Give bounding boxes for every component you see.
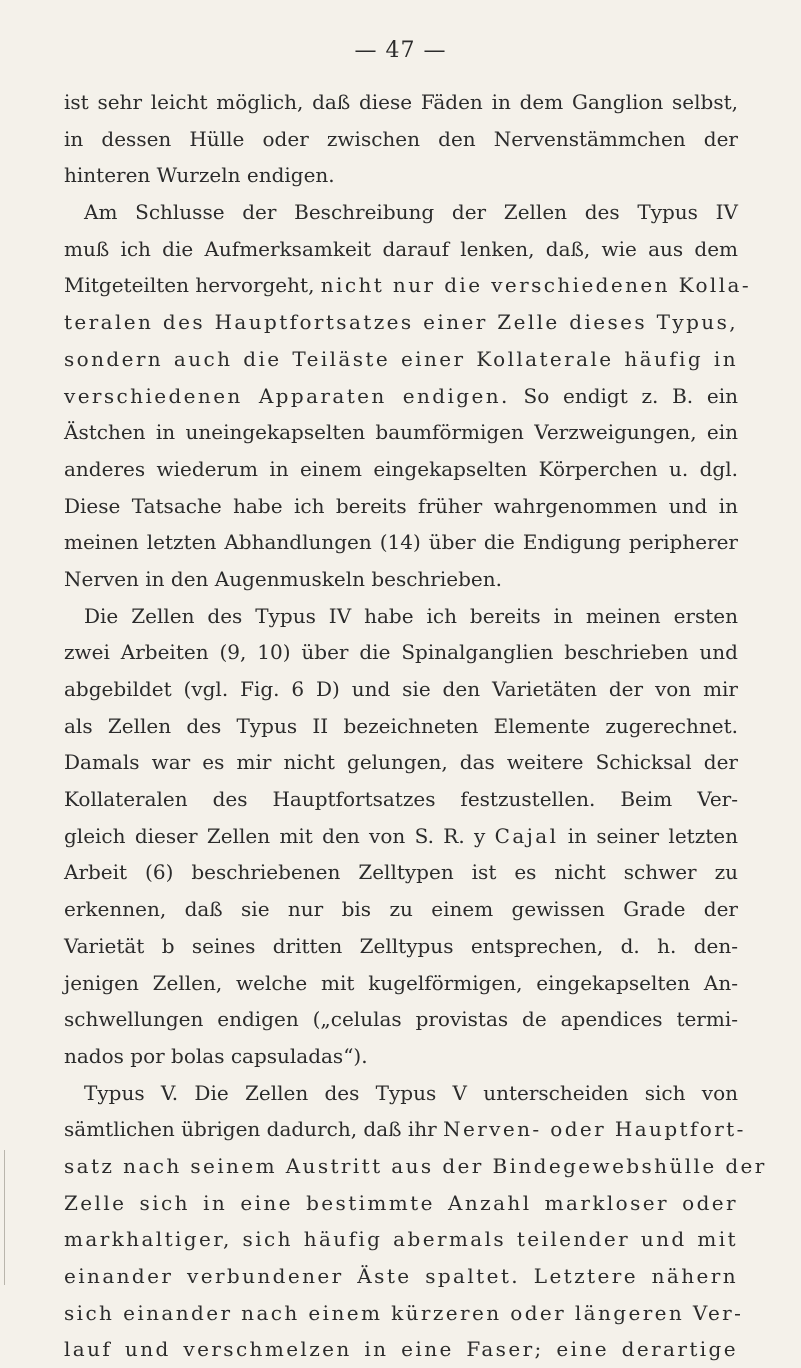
text-segment: Ästchen in uneingekapselten baumförmigen Verzweigungen, ein [64,420,738,445]
text-line [64,1258,738,1295]
text-line [64,378,738,415]
emphasis-text: markhaltiger, sich häufig abermals teilender und mit [64,1227,738,1252]
text-segment: ist sehr leicht möglich, daß diese Fäden in dem Ganglion selbst, [64,90,738,114]
text-line [64,1038,738,1075]
text-line [64,1001,738,1038]
body-text [64,84,767,1368]
text-segment: sämtlichen übrigen dadurch, daß ihr [64,1117,444,1142]
text-line [64,818,738,855]
text-segment: Am Schlusse der Beschreibung der Zellen des Typus IV [84,200,738,225]
emphasis-text: verschiedenen Apparaten endigen. [64,383,510,408]
text-line [64,854,738,891]
text-segment: muß ich die Aufmerksamkeit darauf lenken, daß, wie aus dem [64,236,738,261]
text-segment: Mitgeteilten hervorgeht, [64,273,321,298]
text-line [64,304,738,341]
text-segment: So endigt z. B. ein [509,383,738,408]
text-line [64,1075,738,1112]
author-name: Cajal [494,823,559,848]
emphasis-text: nicht nur die verschiedenen Kolla- [320,273,751,298]
text-segment: anderes wiederum in einem eingekapselten Körperchen u. dgl. [64,456,738,481]
text-line [64,194,738,231]
text-segment: gleich dieser Zellen mit den von S. R. y [64,823,495,848]
text-line [64,451,738,488]
text-line [64,1295,744,1332]
text-line [64,1148,767,1185]
emphasis-text: Zelle sich in eine bestimmte Anzahl markloser oder [64,1190,738,1215]
text-line [64,965,738,1002]
text-line [64,1331,738,1368]
text-line [64,1221,738,1258]
text-segment: Damals war es mir nicht gelungen, das weitere Schicksal der [64,750,738,775]
text-segment: als Zellen des Typus II bezeichneten Elemente zugerechnet. [64,713,738,738]
text-line [64,634,738,671]
text-line [64,744,738,781]
text-line [64,267,751,304]
emphasis-text: Nerven- oder Hauptfort- [443,1117,746,1142]
text-line [64,414,738,451]
text-line [64,928,738,965]
text-segment: in dessen Hülle oder zwischen den Nervenstämmchen der [64,126,738,151]
text-line [64,488,738,525]
emphasis-text: Letztere nähern [520,1264,739,1288]
text-segment: Kollateralen des Hauptfortsatzes festzustellen. Beim Ver- [64,787,738,812]
text-line [64,1111,746,1148]
text-segment: zwei Arbeiten (9, 10) über die Spinalganglien beschrieben und [64,640,738,665]
text-line [64,121,738,158]
page-edge-mark [4,1150,5,1285]
text-line [64,561,738,598]
text-segment: schwellungen endigen („celulas provistas de apendices termi- [64,1007,738,1032]
text-segment: abgebildet (vgl. Fig. 6 D) und sie den Varietäten der von mir [64,677,738,701]
text-segment: Nerven in den Augenmuskeln beschrieben. [64,566,502,591]
text-line [64,157,738,194]
text-segment: erkennen, daß sie nur bis zu einem gewissen Grade der [64,897,738,922]
emphasis-text: teralen des Hauptfortsatzes einer Zelle dieses Typus, [64,310,738,335]
text-line [64,598,738,635]
text-segment: Diese Tatsache habe ich bereits früher wahrgenommen und in [64,493,738,518]
text-line [64,671,738,708]
emphasis-text: sich einander nach einem kürzeren oder längeren Ver- [64,1300,744,1325]
text-segment: Arbeit (6) beschriebenen Zelltypen ist es nicht schwer zu [64,860,738,885]
text-line [64,891,738,928]
text-line [64,341,738,378]
text-line [64,708,738,745]
text-segment: in seiner letzten [558,823,738,848]
page-number: — 47 — [354,38,447,63]
emphasis-text: lauf und verschmelzen in eine Faser; eine derartige [64,1337,738,1362]
text-line [64,524,738,561]
text-segment: nados por bolas capsuladas“). [64,1043,368,1068]
text-segment: meinen letzten Abhandlungen (14) über die Endigung peripherer [64,530,738,555]
text-segment: hinteren Wurzeln endigen. [64,163,335,188]
emphasis-text: einander verbundener Äste spaltet. [64,1264,521,1288]
text-segment: jenigen Zellen, welche mit kugelförmigen, eingekapselten An- [64,970,738,995]
text-segment: Varietät b seines dritten Zelltypus entsprechen, d. h. den- [64,933,738,958]
text-segment: Die Zellen des Typus IV habe ich bereits in meinen ersten [84,603,738,628]
text-line [64,781,738,818]
text-line [64,1185,738,1222]
emphasis-text: satz nach seinem Austritt aus der Bindegewebshülle der [64,1153,767,1178]
text-line [64,84,738,121]
emphasis-text: sondern auch die Teiläste einer Kollaterale häufig in [64,346,738,371]
text-segment: Typus V. Die Zellen des Typus V unterscheiden sich von [84,1080,738,1105]
text-line [64,231,738,268]
